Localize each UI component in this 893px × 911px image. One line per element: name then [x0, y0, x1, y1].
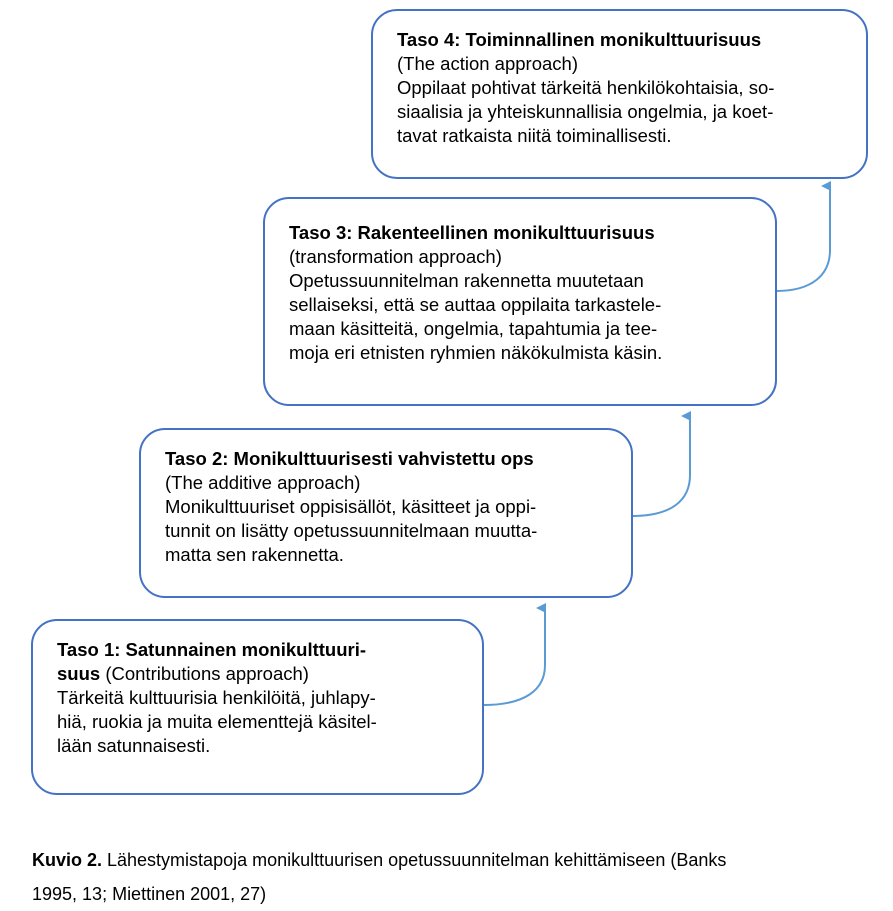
arrow-2-to-3 [632, 416, 690, 516]
level-1-subtitle: (Contributions approach) [100, 663, 309, 684]
level-2-subtitle: (The additive approach) [165, 472, 361, 493]
level-4-box [371, 9, 868, 179]
level-3-desc-line: sellaiseksi, että se auttaa oppilaita tarkastele- [289, 294, 662, 315]
figure-caption [32, 843, 726, 911]
level-3-desc-line: maan käsitteitä, ongelmia, tapahtumia ja tee- [289, 318, 658, 339]
level-3-desc-line: moja eri etnisten ryhmien näkökulmista käsin. [289, 342, 663, 363]
level-2-desc-line: Monikulttuuriset oppisisällöt, käsitteet ja oppi- [165, 496, 537, 517]
level-3-subtitle: (transformation approach) [289, 246, 502, 267]
level-1-box [31, 619, 484, 795]
level-1-desc-line: Tärkeitä kulttuurisia henkilöitä, juhlapy- [57, 687, 376, 708]
level-2-desc-line: matta sen rakennetta. [165, 544, 344, 565]
level-1-title-subtitle-line [57, 662, 482, 686]
level-4-desc-line: tavat ratkaista niitä toiminallisesti. [397, 125, 672, 146]
level-3-desc-line: Opetussuunnitelman rakennetta muutetaan [289, 270, 644, 291]
level-1-desc-line: lään satunnaisesti. [57, 735, 211, 756]
level-3-box [263, 197, 777, 406]
level-4-desc-line: Oppilaat pohtivat tärkeitä henkilökohtaisia, so- [397, 77, 775, 98]
level-2-title: Taso 2: Monikulttuurisesti vahvistettu ops [165, 448, 534, 469]
caption-label: Kuvio 2. [32, 850, 103, 870]
level-4-desc-line: siaalisia ja yhteiskunnallisia ongelmia, ja koet- [397, 101, 774, 122]
level-1-title: Taso 1: Satunnainen monikulttuuri- [57, 639, 367, 660]
level-1-title-cont: suus [57, 663, 101, 684]
level-1-desc-line: hiä, ruokia ja muita elementtejä käsitel- [57, 711, 377, 732]
arrow-3-to-4 [776, 186, 830, 291]
level-2-box [139, 428, 633, 598]
caption-line-1 [32, 843, 726, 877]
level-4-title: Taso 4: Toiminnallinen monikulttuurisuus [397, 29, 762, 50]
level-4-subtitle: (The action approach) [397, 53, 578, 74]
level-3-title: Taso 3: Rakenteellinen monikulttuurisuus [289, 222, 655, 243]
arrow-1-to-2 [483, 608, 545, 705]
caption-text: Lähestymistapoja monikulttuurisen opetussuunnitelman kehittämiseen (Banks [102, 850, 727, 870]
level-2-desc-line: tunnit on lisätty opetussuunnitelmaan muutta- [165, 520, 538, 541]
caption-line-2: 1995, 13; Miettinen 2001, 27) [32, 884, 267, 904]
